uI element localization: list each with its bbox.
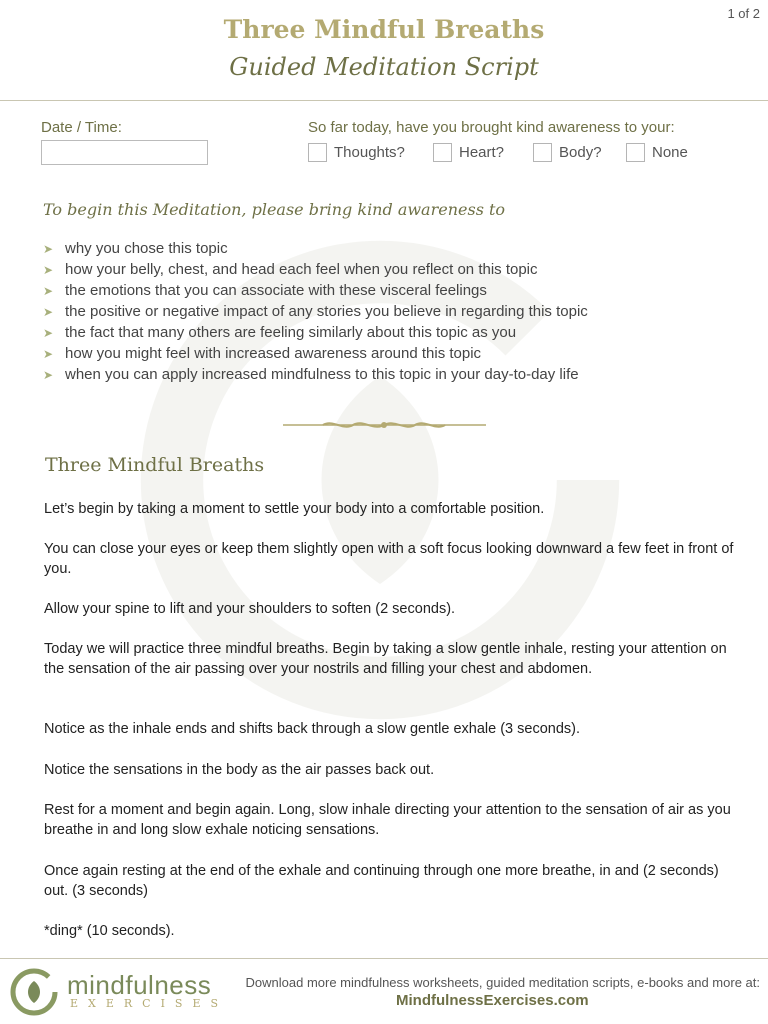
script-paragraph: Once again resting at the end of the exhale and continuing through one more breathe, in and (2 seconds) out. (3 seconds) (44, 863, 719, 899)
enso-logo-icon (9, 967, 59, 1017)
awareness-question: So far today, have you brought kind awareness to your: (308, 119, 675, 136)
list-item: ➤ why you chose this topic (43, 240, 228, 257)
body-checkbox[interactable] (533, 143, 552, 162)
script-paragraph: Rest for a moment and begin again. Long, slow inhale directing your attention to the sensation of air as you breathe in and long slow exhale noticing sensations. (44, 802, 731, 838)
heart-checkbox[interactable] (433, 143, 452, 162)
date-time-input[interactable] (41, 140, 208, 165)
script-paragraph: Allow your spine to lift and your shoulders to soften (2 seconds). (44, 601, 456, 617)
thoughts-label: Thoughts? (334, 144, 405, 161)
page-title: Three Mindful Breaths (223, 15, 545, 44)
list-item: ➤ when you can apply increased mindfulness to this topic in your day-to-day life (43, 366, 579, 383)
logo-text: mindfulness (67, 970, 212, 1000)
header-divider (0, 100, 768, 101)
intro-heading: To begin this Meditation, please bring kind awareness to (43, 200, 506, 219)
list-item: ➤ how you might feel with increased awareness around this topic (43, 345, 482, 362)
list-item: ➤ the positive or negative impact of any stories you believe in regarding this topic (43, 303, 588, 320)
arrow-icon: ➤ (43, 262, 54, 277)
script-paragraph: Today we will practice three mindful breaths. Begin by taking a slow gentle inhale, resting your attention on the sensation of the air passing over your nostrils and filling your chest and abdomen. (44, 641, 727, 677)
arrow-icon: ➤ (43, 283, 54, 298)
list-item: ➤ the emotions that you can associate with these visceral feelings (43, 282, 487, 299)
thoughts-checkbox[interactable] (308, 143, 327, 162)
arrow-icon: ➤ (43, 241, 54, 256)
footer-divider (0, 958, 768, 959)
footer-text: Download more mindfulness worksheets, guided meditation scripts, e-books and more at: (245, 975, 760, 990)
logo-subtext: EXERCISES (70, 997, 229, 1010)
none-label: None (652, 144, 688, 161)
arrow-icon: ➤ (43, 325, 54, 340)
list-item: ➤ the fact that many others are feeling similarly about this topic as you (43, 324, 517, 341)
script-paragraph: Notice the sensations in the body as the air passes back out. (44, 762, 435, 778)
heart-label: Heart? (459, 144, 505, 161)
arrow-icon: ➤ (43, 304, 54, 319)
body-label: Body? (559, 144, 602, 161)
page-number: 1 of 2 (727, 6, 760, 21)
script-paragraph: *ding* (10 seconds). (44, 923, 175, 939)
date-label: Date / Time: (41, 119, 122, 136)
page-subtitle: Guided Meditation Script (229, 53, 539, 81)
none-checkbox[interactable] (626, 143, 645, 162)
website-link[interactable]: MindfulnessExercises.com (396, 992, 589, 1009)
intro-bullet-list (43, 238, 588, 385)
script-heading: Three Mindful Breaths (45, 454, 265, 476)
script-paragraph: Notice as the inhale ends and shifts back through a slow gentle exhale (3 seconds). (44, 721, 581, 737)
list-item: ➤ how your belly, chest, and head each feel when you reflect on this topic (43, 261, 538, 278)
script-paragraph: Let’s begin by taking a moment to settle your body into a comfortable position. (44, 501, 545, 517)
ornament-divider-icon (283, 418, 486, 432)
script-paragraph: You can close your eyes or keep them slightly open with a soft focus looking downward a few feet in front of you. (44, 541, 734, 577)
arrow-icon: ➤ (43, 367, 54, 382)
arrow-icon: ➤ (43, 346, 54, 361)
